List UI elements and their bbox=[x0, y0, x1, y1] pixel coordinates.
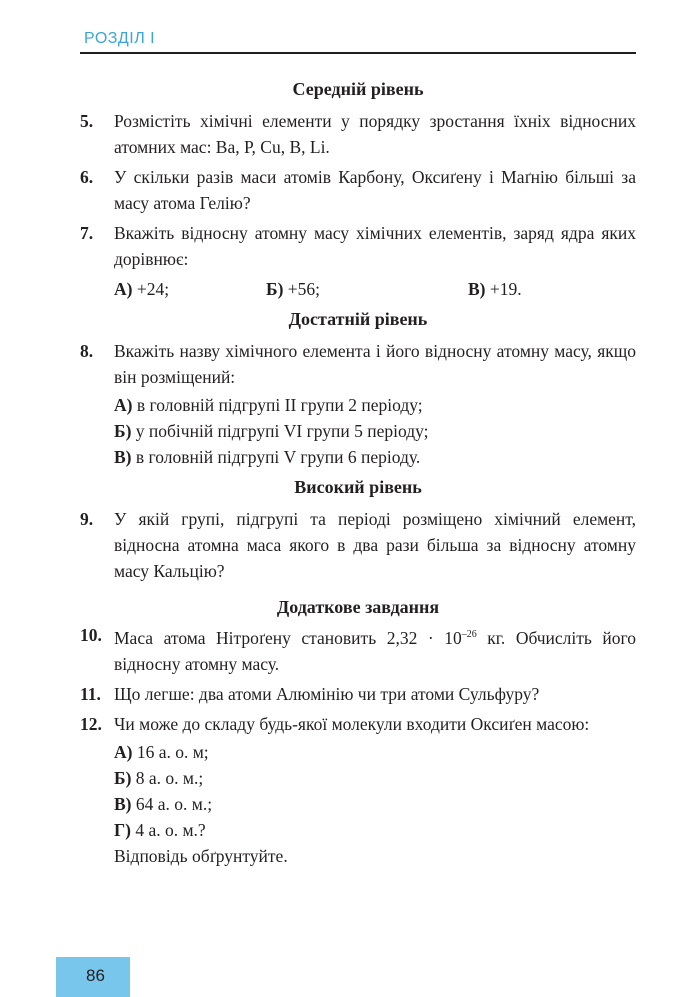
task-5 bbox=[80, 108, 636, 160]
level-heading-high: Високий рівень bbox=[294, 477, 422, 497]
task-10 bbox=[80, 622, 636, 677]
task-number: 12. bbox=[80, 713, 102, 734]
answer-option: Б) 8 а. о. м.; bbox=[114, 767, 204, 788]
task-text: Вкажіть відносну атомну масу хімічних елементів, заряд ядра яких дорівнює: bbox=[114, 223, 636, 269]
header-rule bbox=[80, 52, 636, 54]
task-6 bbox=[80, 164, 636, 216]
task-11 bbox=[80, 681, 636, 707]
task-number: 8. bbox=[80, 341, 94, 361]
exercise-content bbox=[80, 70, 636, 873]
task-number: 10. bbox=[80, 625, 102, 645]
level-heading-medium: Середній рівень bbox=[292, 79, 424, 99]
answer-option: А) +24; bbox=[114, 279, 170, 299]
task-8 bbox=[80, 338, 636, 470]
level-heading-sufficient: Достатній рівень bbox=[288, 309, 428, 329]
section-label: РОЗДІЛ І bbox=[84, 30, 156, 47]
answer-option: Б) у побічній підгрупі VI групи 5 періоду; bbox=[114, 421, 429, 441]
task-text: Що легше: два атоми Алюмінію чи три атоми Сульфуру? bbox=[114, 683, 540, 704]
answer-option: Г) 4 а. о. м.? bbox=[114, 819, 206, 840]
task-number: 7. bbox=[80, 223, 94, 243]
answer-option: А) в головній підгрупі II групи 2 періоду; bbox=[114, 395, 423, 415]
task-text: Розмістіть хімічні елементи у порядку зростання їхніх відносних атомних мас: Ва, Р, Сu, В, Li. bbox=[114, 111, 636, 157]
answer-option: В) в головній підгрупі V групи 6 періоду. bbox=[114, 447, 421, 467]
answer-option: Б) +56; bbox=[266, 279, 321, 299]
level-heading-extra: Додаткове завдання bbox=[276, 597, 440, 617]
answer-options bbox=[114, 276, 636, 302]
task-number: 5. bbox=[80, 111, 94, 131]
task-7 bbox=[80, 220, 636, 302]
task-note: Відповідь обґрунтуйте. bbox=[114, 845, 288, 866]
exponent: –26 bbox=[461, 629, 477, 640]
task-text: У скільки разів маси атомів Карбону, Оксиґену і Маґнію більші за масу атома Гелію? bbox=[114, 167, 636, 213]
task-text: Чи може до складу будь-якої молекули входити Оксиґен масою: bbox=[114, 713, 590, 734]
page-number: 86 bbox=[86, 966, 105, 985]
answer-option: А) 16 а. о. м; bbox=[114, 741, 209, 762]
task-9 bbox=[80, 506, 636, 584]
task-number: 6. bbox=[80, 167, 94, 187]
task-text: Маса атома Нітроґену становить $2,32 \cdot 10^{-26}$ кг. Обчисліть його відносну атомну масу. bbox=[114, 627, 636, 674]
answer-option: В) 64 а. о. м.; bbox=[114, 793, 213, 814]
task-number: 11. bbox=[80, 683, 101, 704]
task-text: У якій групі, підгрупі та періоді розміщено хімічний елемент, відносна атомна маса якого в два рази більша за відносну атомну масу Кальцію? bbox=[114, 509, 636, 581]
task-12 bbox=[80, 711, 636, 869]
answer-option: В) +19. bbox=[468, 279, 522, 299]
task-number: 9. bbox=[80, 509, 94, 529]
task-text: Вкажіть назву хімічного елемента і його відносну атомну масу, якщо він розміщений: bbox=[114, 341, 636, 387]
